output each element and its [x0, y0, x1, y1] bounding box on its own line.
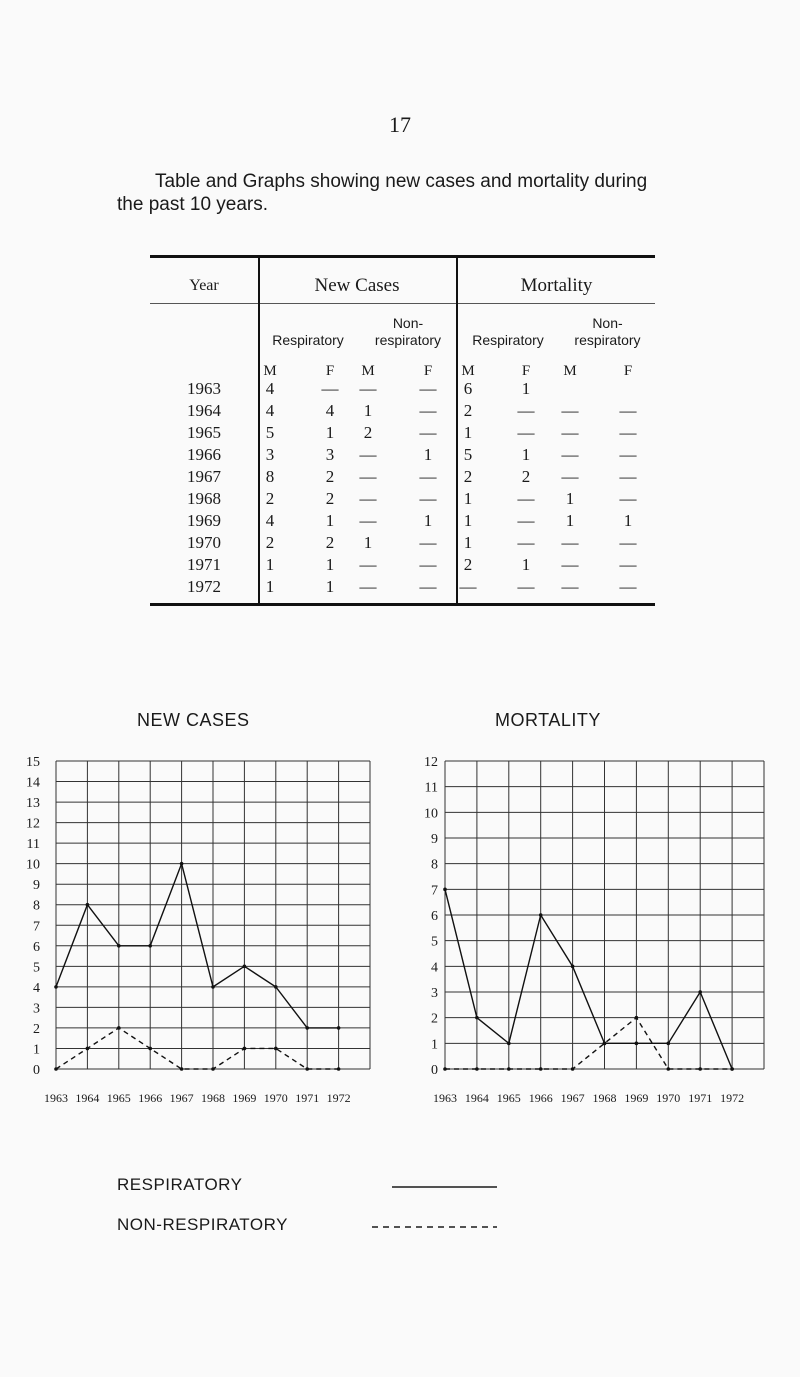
- table-cell: —: [517, 423, 535, 442]
- table-row-year: 1966: [187, 445, 221, 464]
- table-cell: —: [619, 445, 637, 464]
- new-cases-x-tick-label: 1963: [44, 1091, 68, 1105]
- mortality-data-point: [539, 1067, 543, 1071]
- table-cell: 1: [463, 533, 473, 552]
- table-cell: 1: [463, 511, 473, 530]
- table-cell: —: [619, 555, 637, 574]
- new-cases-y-tick-label: 7: [33, 919, 40, 935]
- new-cases-data-point: [180, 862, 184, 866]
- mortality-y-tick-label: 11: [424, 780, 438, 796]
- table-row-year: 1970: [187, 533, 221, 552]
- new-cases-y-tick-label: 0: [33, 1063, 40, 1078]
- mortality-data-point: [635, 1016, 639, 1020]
- mortality-y-tick-label: 10: [424, 806, 438, 822]
- table-cell: —: [517, 489, 535, 508]
- legend-respiratory-line: [392, 1185, 497, 1189]
- new-cases-y-tick-label: 14: [26, 775, 40, 791]
- table-cell: 1: [423, 511, 433, 530]
- table-row-year: 1964: [187, 401, 221, 420]
- table-cell: 1: [363, 401, 373, 420]
- new-cases-data-point: [337, 1067, 341, 1071]
- table-cell: 4: [265, 401, 275, 420]
- table-row-year: 1972: [187, 577, 221, 596]
- table-cell: 1: [565, 511, 575, 530]
- table-header-rule: [150, 303, 655, 304]
- table-cell: 2: [265, 533, 275, 552]
- table-cell: 1: [325, 423, 335, 442]
- new-cases-header: New Cases: [314, 275, 400, 296]
- mf-label: F: [325, 363, 335, 379]
- mortality-data-point: [475, 1067, 479, 1071]
- mortality-x-tick-label: 1965: [496, 1091, 521, 1105]
- table-cell: 2: [265, 489, 275, 508]
- mortality-x-tick-label: 1967: [560, 1091, 585, 1105]
- table-cell: —: [419, 379, 437, 398]
- mortality-x-tick-label: 1963: [433, 1091, 457, 1105]
- year-header: Year: [189, 277, 219, 294]
- mortality-y-tick-label: 3: [431, 986, 438, 1001]
- table-cell: 4: [325, 401, 335, 420]
- table-cell: —: [561, 555, 579, 574]
- table-cell: —: [517, 533, 535, 552]
- table-cell: —: [561, 577, 579, 596]
- table-cell: 1: [423, 445, 433, 464]
- new-cases-data-point: [274, 1047, 278, 1051]
- new-cases-data-point: [211, 985, 215, 989]
- mf-label: M: [263, 363, 277, 379]
- mortality-y-tick-label: 4: [431, 960, 438, 976]
- new-cases-y-tick-label: 10: [26, 857, 40, 873]
- new-cases-y-tick-label: 4: [33, 980, 40, 996]
- new-cases-chart: [0, 730, 400, 1110]
- mortality-x-tick-label: 1971: [688, 1091, 713, 1105]
- table-cell: 1: [363, 533, 373, 552]
- mortality-data-point: [730, 1067, 734, 1071]
- new-cases-x-tick-label: 1965: [106, 1091, 131, 1105]
- mortality-data-point: [571, 965, 575, 969]
- mortality-data-point: [603, 1042, 607, 1046]
- new-cases-y-tick-label: 9: [33, 878, 40, 894]
- table-cell: 1: [463, 489, 473, 508]
- new-cases-y-tick-label: 5: [33, 960, 40, 976]
- mf-label: M: [361, 363, 375, 379]
- table-cell: 1: [521, 445, 531, 464]
- new-cases-x-tick-label: 1967: [169, 1091, 194, 1105]
- table-cell: 1: [623, 511, 633, 530]
- table-row-year: 1965: [187, 423, 221, 442]
- table-cell: —: [359, 577, 377, 596]
- mortality-data-point: [475, 1016, 479, 1020]
- mf-label: F: [623, 363, 633, 379]
- table-cell: —: [619, 467, 637, 486]
- new-cases-y-tick-label: 15: [26, 755, 40, 770]
- table-cell: —: [419, 489, 437, 508]
- legend-nonrespiratory-line: [372, 1225, 497, 1229]
- table-cell: —: [359, 489, 377, 508]
- mort-nonresp-header: Non- respiratory: [574, 315, 641, 348]
- new-cases-data-point: [243, 1047, 247, 1051]
- new-cases-data-point: [274, 985, 278, 989]
- mortality-y-tick-label: 6: [431, 909, 438, 924]
- mortality-x-tick-label: 1964: [464, 1091, 489, 1105]
- table-cell: 2: [325, 489, 335, 508]
- new-cases-y-tick-label: 11: [26, 837, 40, 853]
- mortality-x-tick-label: 1969: [624, 1091, 649, 1105]
- new-cases-x-tick-label: 1969: [232, 1091, 257, 1105]
- table-cell: 1: [265, 577, 275, 596]
- table-cell: —: [321, 379, 339, 398]
- table-cell: 1: [325, 511, 335, 530]
- table-cell: 5: [265, 423, 275, 442]
- mortality-x-tick-label: 1966: [528, 1091, 553, 1105]
- new-cases-y-tick-label: 13: [26, 796, 40, 812]
- new-cases-data-point: [243, 965, 247, 969]
- table-cell: —: [459, 577, 477, 596]
- mortality-chart-title: MORTALITY: [495, 710, 601, 730]
- mortality-data-point: [443, 1067, 447, 1071]
- table-cell: 1: [325, 577, 335, 596]
- new-cases-chart-title: NEW CASES: [137, 710, 250, 730]
- table-cell: —: [419, 423, 437, 442]
- table-cell: 5: [463, 445, 473, 464]
- table-cell: 2: [325, 533, 335, 552]
- table-cell: —: [619, 489, 637, 508]
- mortality-y-tick-label: 5: [431, 934, 438, 950]
- new-resp-header: Respiratory: [272, 332, 344, 348]
- new-cases-data-point: [180, 1067, 184, 1071]
- new-cases-y-tick-label: 6: [33, 939, 40, 955]
- mortality-respiratory-line: [445, 889, 732, 1069]
- table-cell: —: [517, 401, 535, 420]
- mortality-data-point: [443, 888, 447, 892]
- mortality-x-tick-label: 1968: [592, 1091, 617, 1105]
- mortality-data-point: [635, 1042, 639, 1046]
- table-cell: —: [419, 467, 437, 486]
- table-cell: —: [359, 511, 377, 530]
- mortality-x-tick-label: 1970: [656, 1091, 681, 1105]
- table-cell: 1: [521, 379, 531, 398]
- table-cell: 2: [463, 555, 473, 574]
- table-cell: 3: [265, 445, 275, 464]
- new-cases-data-point: [117, 1026, 121, 1030]
- mortality-header: Mortality: [520, 275, 593, 296]
- new-cases-y-tick-label: 12: [26, 816, 40, 832]
- mortality-y-tick-label: 8: [431, 857, 438, 873]
- table-cell: 6: [463, 379, 473, 398]
- table-cell: 2: [363, 423, 373, 442]
- table-cell: —: [359, 379, 377, 398]
- new-cases-data-point: [337, 1026, 341, 1030]
- table-cell: —: [561, 423, 579, 442]
- legend-respiratory-label: RESPIRATORY: [117, 1175, 243, 1194]
- new-cases-y-tick-label: 2: [33, 1021, 40, 1037]
- table-row-year: 1967: [187, 467, 221, 486]
- table-cell: 8: [265, 467, 275, 486]
- table-cell: 4: [265, 511, 275, 530]
- table-row-year: 1968: [187, 489, 221, 508]
- table-cell: 2: [463, 467, 473, 486]
- new-cases-y-tick-label: 8: [33, 898, 40, 914]
- table-cell: 2: [325, 467, 335, 486]
- table-cell: 4: [265, 379, 275, 398]
- mortality-y-tick-label: 7: [431, 883, 438, 899]
- new-cases-x-tick-label: 1972: [326, 1091, 351, 1105]
- table-cell: —: [359, 555, 377, 574]
- mortality-data-point: [539, 913, 543, 917]
- mort-resp-header: Respiratory: [472, 332, 544, 348]
- table-bottom-rule: [150, 603, 655, 606]
- new-cases-data-point: [54, 1067, 58, 1071]
- table-top-rule: [150, 255, 655, 258]
- mf-label: F: [521, 363, 531, 379]
- caption-line-2: the past 10 years.: [117, 194, 269, 215]
- mortality-chart: [400, 730, 800, 1110]
- table-cell: —: [619, 577, 637, 596]
- table-cell: —: [517, 577, 535, 596]
- table-cell: —: [419, 533, 437, 552]
- mortality-data-point: [667, 1042, 671, 1046]
- table-cell: 1: [325, 555, 335, 574]
- mortality-data-point: [667, 1067, 671, 1071]
- table-cell: —: [359, 467, 377, 486]
- table-row-year: 1963: [187, 379, 221, 398]
- new-cases-data-point: [86, 1047, 90, 1051]
- table-cell: —: [419, 555, 437, 574]
- table-cell: —: [419, 401, 437, 420]
- mortality-y-tick-label: 12: [424, 755, 438, 770]
- mf-label: M: [461, 363, 475, 379]
- new-cases-y-tick-label: 1: [33, 1042, 40, 1058]
- new-cases-data-point: [305, 1026, 309, 1030]
- table-cell: —: [619, 401, 637, 420]
- mortality-y-tick-label: 0: [431, 1063, 438, 1078]
- table-cell: 1: [565, 489, 575, 508]
- table-cell: 3: [325, 445, 335, 464]
- caption: [117, 170, 737, 216]
- table-cell: —: [619, 423, 637, 442]
- new-cases-x-tick-label: 1970: [263, 1091, 288, 1105]
- table-row-year: 1969: [187, 511, 221, 530]
- table-cell: —: [561, 401, 579, 420]
- table-cell: 1: [265, 555, 275, 574]
- table-cell: 1: [521, 555, 531, 574]
- new-cases-data-point: [211, 1067, 215, 1071]
- table-cell: —: [561, 467, 579, 486]
- new-nonresp-header: Non- respiratory: [374, 315, 442, 348]
- table-cell: —: [517, 511, 535, 530]
- mortality-data-point: [698, 1067, 702, 1071]
- new-cases-data-point: [305, 1067, 309, 1071]
- new-cases-data-point: [86, 903, 90, 907]
- new-cases-y-tick-label: 3: [33, 1001, 40, 1017]
- new-cases-data-point: [148, 944, 152, 948]
- table-cell: 2: [521, 467, 531, 486]
- caption-line-1: Table and Graphs showing new cases and mortality during: [155, 171, 648, 192]
- table-cell: —: [619, 533, 637, 552]
- page-number: 17: [389, 112, 411, 137]
- table-cell: —: [359, 445, 377, 464]
- mortality-data-point: [507, 1067, 511, 1071]
- new-cases-x-tick-label: 1966: [138, 1091, 163, 1105]
- table-cell: 1: [463, 423, 473, 442]
- mortality-y-tick-label: 1: [431, 1037, 438, 1053]
- table-cell: —: [419, 577, 437, 596]
- new-cases-x-tick-label: 1971: [295, 1091, 320, 1105]
- new-cases-data-point: [117, 944, 121, 948]
- mortality-y-tick-label: 9: [431, 832, 438, 847]
- new-cases-data-point: [54, 985, 58, 989]
- table-cell: —: [561, 445, 579, 464]
- new-cases-x-tick-label: 1964: [75, 1091, 100, 1105]
- table-cell: 2: [463, 401, 473, 420]
- mortality-data-point: [507, 1042, 511, 1046]
- table-cell: —: [561, 533, 579, 552]
- mortality-data-point: [571, 1067, 575, 1071]
- mortality-data-point: [698, 990, 702, 994]
- mf-label: F: [423, 363, 433, 379]
- mortality-y-tick-label: 2: [431, 1011, 438, 1027]
- table-row-year: 1971: [187, 555, 221, 574]
- mf-label: M: [563, 363, 577, 379]
- new-cases-data-point: [148, 1047, 152, 1051]
- new-cases-x-tick-label: 1968: [201, 1091, 225, 1105]
- mortality-x-tick-label: 1972: [720, 1091, 745, 1105]
- data-table: [150, 255, 655, 605]
- legend-nonrespiratory-label: NON-RESPIRATORY: [117, 1215, 288, 1234]
